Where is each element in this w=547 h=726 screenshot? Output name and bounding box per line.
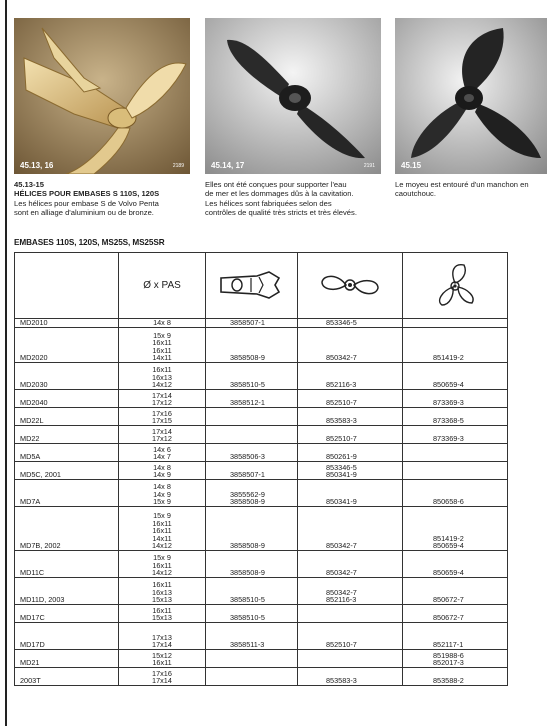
dimension-value: 17x15	[152, 416, 172, 426]
part-number: 850672-7	[433, 613, 464, 623]
dimension-value: 16x13	[152, 372, 172, 382]
model-cell	[15, 390, 119, 408]
three-blade-part-cell	[403, 650, 508, 668]
dimension-value: 14x 9	[153, 470, 171, 480]
part-number: 851988-6	[433, 650, 464, 660]
two-blade-part-cell	[298, 462, 403, 480]
dimension-value: 15x13	[152, 595, 172, 605]
model-cell	[15, 605, 119, 623]
dimension-value: 16x11	[152, 526, 172, 536]
part-number: 873369-3	[433, 434, 464, 444]
dimension-value: 15x13	[152, 613, 172, 623]
part-number: 853583-3	[326, 676, 357, 686]
dimension-value: 14x 6	[153, 444, 171, 454]
dimension-cell	[119, 578, 206, 605]
part-number: 852510-7	[326, 398, 357, 408]
three-blade-part-cell	[403, 363, 508, 390]
header-model	[15, 253, 119, 319]
two-blade-part-cell	[298, 408, 403, 426]
caption-1	[14, 180, 199, 217]
s-drive-part-cell	[206, 668, 298, 686]
left-margin-rule	[5, 0, 7, 726]
model-name: MD5C, 2001	[20, 470, 61, 480]
part-number: 3858508-9	[230, 541, 265, 551]
model-cell	[15, 444, 119, 462]
two-blade-propeller-icon	[318, 268, 382, 302]
caption-line: Les hélices pour embase S de Volvo Penta	[14, 198, 159, 208]
model-name: MD5A	[20, 452, 41, 462]
table-row	[15, 426, 508, 444]
s-drive-part-cell	[206, 551, 298, 578]
table-row	[15, 408, 508, 426]
part-number: 3858511-3	[230, 640, 265, 650]
dimension-value: 14x12	[152, 380, 172, 390]
header-dimension	[119, 253, 206, 319]
model-name: MD21	[20, 658, 40, 668]
s-drive-icon	[217, 268, 287, 302]
three-blade-part-cell	[403, 480, 508, 507]
dimension-value: 14x12	[152, 568, 172, 578]
three-blade-part-cell	[403, 605, 508, 623]
dimension-value: 15x12	[152, 650, 172, 660]
dimension-cell	[119, 650, 206, 668]
dimension-value: 17x16	[152, 408, 172, 418]
part-number: 873369-3	[433, 398, 464, 408]
section-title: EMBASES 110S, 120S, MS25S, MS25SR	[14, 238, 165, 247]
part-number: 851419-2	[433, 533, 464, 543]
model-cell	[15, 507, 119, 551]
header-s-drive	[206, 253, 298, 319]
caption-ref: 45.13-15	[14, 180, 44, 189]
three-blade-part-cell	[403, 551, 508, 578]
dimension-value: 16x11	[152, 658, 172, 668]
part-number: 850341-9	[326, 470, 357, 480]
three-blade-part-cell	[403, 623, 508, 650]
table-row	[15, 444, 508, 462]
two-blade-part-cell	[298, 363, 403, 390]
dimension-value: 14x11	[152, 353, 172, 363]
table-row	[15, 507, 508, 551]
dimension-value: 17x16	[152, 668, 172, 678]
two-blade-part-cell	[298, 668, 403, 686]
three-blade-part-cell	[403, 668, 508, 686]
caption-line: caoutchouc.	[395, 189, 436, 199]
caption-line: Le moyeu est entouré d'un manchon en	[395, 180, 529, 189]
model-name: MD2020	[20, 353, 48, 363]
photo-label: 45.15	[401, 161, 422, 170]
part-number: 850659-4	[433, 541, 464, 551]
propeller-table	[14, 252, 508, 686]
dimension-cell	[119, 462, 206, 480]
model-cell	[15, 668, 119, 686]
model-name: MD7A	[20, 497, 41, 507]
table-row	[15, 668, 508, 686]
table-row	[15, 551, 508, 578]
header-two-blade	[298, 253, 403, 319]
three-blade-part-cell	[403, 444, 508, 462]
two-blade-part-cell	[298, 623, 403, 650]
dimension-value: 14x 7	[153, 452, 171, 462]
model-name: MD17D	[20, 640, 45, 650]
dimension-value: 17x14	[152, 676, 172, 686]
table-row	[15, 319, 508, 328]
dimension-cell	[119, 605, 206, 623]
dimension-cell	[119, 444, 206, 462]
part-number: 850261-9	[326, 452, 357, 462]
part-number: 850341-9	[326, 497, 357, 507]
dimension-value: 14x 8	[153, 482, 171, 492]
table-row	[15, 328, 508, 363]
model-cell	[15, 462, 119, 480]
model-cell	[15, 426, 119, 444]
model-cell	[15, 551, 119, 578]
s-drive-part-cell	[206, 408, 298, 426]
photo-code: 2191	[363, 163, 375, 169]
part-number: 850672-7	[433, 595, 464, 605]
dimension-cell	[119, 363, 206, 390]
dimension-value: 17x12	[152, 434, 172, 444]
part-number: 850659-4	[433, 568, 464, 578]
dimension-cell	[119, 390, 206, 408]
part-number: 3858506-3	[230, 452, 265, 462]
two-blade-part-cell	[298, 426, 403, 444]
dimension-value: 14x 8	[153, 318, 171, 328]
dimension-label: Ø x PAS	[143, 279, 181, 291]
dimension-value: 16x11	[152, 518, 172, 528]
caption-line: Elles ont été conçues pour supporter l'eau	[205, 180, 347, 189]
two-blade-part-cell	[298, 605, 403, 623]
caption-line: sont en alliage d'aluminium ou de bronze.	[14, 207, 154, 217]
model-name: MD7B, 2002	[20, 541, 61, 551]
dimension-cell	[119, 623, 206, 650]
dimension-value: 17x14	[152, 426, 172, 436]
part-number: 3858507-1	[230, 318, 265, 328]
caption-line: de mer et les dommages dûs à la cavitation.	[205, 189, 354, 199]
dimension-cell	[119, 408, 206, 426]
dimension-value: 17x14	[152, 390, 172, 400]
model-cell	[15, 480, 119, 507]
part-number: 3858512-1	[230, 398, 265, 408]
model-cell	[15, 363, 119, 390]
part-number: 873368-5	[433, 416, 464, 426]
part-number: 853588-2	[433, 676, 464, 686]
dimension-cell	[119, 668, 206, 686]
two-blade-part-cell	[298, 328, 403, 363]
table-row	[15, 578, 508, 605]
dimension-cell	[119, 551, 206, 578]
part-number: 852510-7	[326, 434, 357, 444]
model-name: 2003T	[20, 676, 41, 686]
s-drive-part-cell	[206, 390, 298, 408]
three-blade-part-cell	[403, 408, 508, 426]
part-number: 3858508-9	[230, 497, 265, 507]
three-blade-part-cell	[403, 507, 508, 551]
part-number: 851419-2	[433, 353, 464, 363]
part-number: 3858507-1	[230, 470, 265, 480]
s-drive-part-cell	[206, 363, 298, 390]
caption-3	[395, 180, 547, 199]
caption-2	[205, 180, 390, 217]
dimension-value: 16x11	[152, 605, 172, 615]
three-blade-part-cell	[403, 426, 508, 444]
model-name: MD22	[20, 434, 40, 444]
s-drive-part-cell	[206, 480, 298, 507]
part-number: 3858508-9	[230, 353, 265, 363]
dimension-value: 17x12	[152, 398, 172, 408]
dimension-value: 17x13	[152, 632, 172, 642]
dimension-value: 14x11	[152, 533, 172, 543]
model-name: MD22L	[20, 416, 44, 426]
dimension-value: 15x 9	[153, 553, 171, 563]
table-header-row	[15, 253, 508, 319]
part-number: 853583-3	[326, 416, 357, 426]
table-row	[15, 605, 508, 623]
three-blade-part-cell	[403, 319, 508, 328]
two-blade-part-cell	[298, 444, 403, 462]
table-row	[15, 363, 508, 390]
two-blade-part-cell	[298, 480, 403, 507]
three-blade-part-cell	[403, 578, 508, 605]
model-cell	[15, 650, 119, 668]
part-number: 852117-1	[433, 640, 464, 650]
table-body	[15, 319, 508, 686]
part-number: 3858510-5	[230, 613, 265, 623]
dimension-value: 14x12	[152, 541, 172, 551]
model-cell	[15, 578, 119, 605]
photo-code: 2189	[172, 163, 184, 169]
dimension-value: 15x 9	[153, 497, 171, 507]
part-number: 3855562-9	[230, 489, 265, 499]
dimension-value: 16x11	[152, 365, 172, 375]
two-blade-part-cell	[298, 507, 403, 551]
part-number: 853346-5	[326, 318, 357, 328]
dimension-value: 16x11	[152, 338, 172, 348]
photo-three-blade-propeller	[395, 18, 547, 174]
part-number: 852116-3	[326, 595, 357, 605]
three-blade-part-cell	[403, 390, 508, 408]
caption-line: Les hélices sont fabriquées selon des	[205, 198, 332, 208]
header-three-blade	[403, 253, 508, 319]
part-number: 3858510-5	[230, 380, 265, 390]
part-number: 850659-4	[433, 380, 464, 390]
two-blade-part-cell	[298, 551, 403, 578]
photo-bronze-propeller	[14, 18, 190, 174]
part-number: 850342-7	[326, 587, 357, 597]
table-row	[15, 480, 508, 507]
dimension-value: 16x11	[152, 580, 172, 590]
s-drive-part-cell	[206, 444, 298, 462]
s-drive-part-cell	[206, 319, 298, 328]
dimension-value: 16x11	[152, 560, 172, 570]
part-number: 850342-7	[326, 541, 357, 551]
dimension-cell	[119, 507, 206, 551]
dimension-value: 17x14	[152, 640, 172, 650]
table-row	[15, 650, 508, 668]
model-name: MD11D, 2003	[20, 595, 65, 605]
part-number: 850342-7	[326, 353, 357, 363]
s-drive-part-cell	[206, 462, 298, 480]
table-row	[15, 390, 508, 408]
dimension-cell	[119, 319, 206, 328]
dimension-cell	[119, 328, 206, 363]
s-drive-part-cell	[206, 605, 298, 623]
part-number: 850342-7	[326, 568, 357, 578]
model-name: MD11C	[20, 568, 45, 578]
dimension-value: 16x11	[152, 345, 172, 355]
part-number: 852116-3	[326, 380, 357, 390]
s-drive-part-cell	[206, 650, 298, 668]
model-name: MD17C	[20, 613, 45, 623]
model-name: MD2030	[20, 380, 48, 390]
part-number: 852510-7	[326, 640, 357, 650]
model-cell	[15, 319, 119, 328]
part-number: 850658-6	[433, 497, 464, 507]
dimension-cell	[119, 426, 206, 444]
part-number: 3858508-9	[230, 568, 265, 578]
dimension-cell	[119, 480, 206, 507]
three-blade-part-cell	[403, 462, 508, 480]
part-number: 853346-5	[326, 462, 357, 472]
model-cell	[15, 408, 119, 426]
dimension-value: 16x13	[152, 587, 172, 597]
two-blade-part-cell	[298, 390, 403, 408]
model-name: MD2040	[20, 398, 48, 408]
dimension-value: 15x 9	[153, 330, 171, 340]
table-row	[15, 462, 508, 480]
dimension-value: 15x 9	[153, 511, 171, 521]
s-drive-part-cell	[206, 328, 298, 363]
model-name: MD2010	[20, 318, 48, 328]
three-blade-propeller-icon	[430, 261, 480, 309]
two-blade-part-cell	[298, 578, 403, 605]
s-drive-part-cell	[206, 426, 298, 444]
three-blade-part-cell	[403, 328, 508, 363]
caption-line: contrôles de qualité très stricts et très élevés.	[205, 207, 357, 217]
part-number: 3858510-5	[230, 595, 265, 605]
two-blade-part-cell	[298, 650, 403, 668]
caption-heading: HÉLICES POUR EMBASES S 110S, 120S	[14, 189, 160, 199]
two-blade-part-cell	[298, 319, 403, 328]
part-number: 852017-3	[433, 658, 464, 668]
s-drive-part-cell	[206, 507, 298, 551]
table-row	[15, 623, 508, 650]
photo-label: 45.13, 16	[20, 161, 54, 170]
s-drive-part-cell	[206, 623, 298, 650]
s-drive-part-cell	[206, 578, 298, 605]
photo-two-blade-propeller	[205, 18, 381, 174]
model-cell	[15, 328, 119, 363]
dimension-value: 14x 9	[153, 489, 171, 499]
model-cell	[15, 623, 119, 650]
dimension-value: 14x 8	[153, 462, 171, 472]
photo-label: 45.14, 17	[211, 161, 245, 170]
